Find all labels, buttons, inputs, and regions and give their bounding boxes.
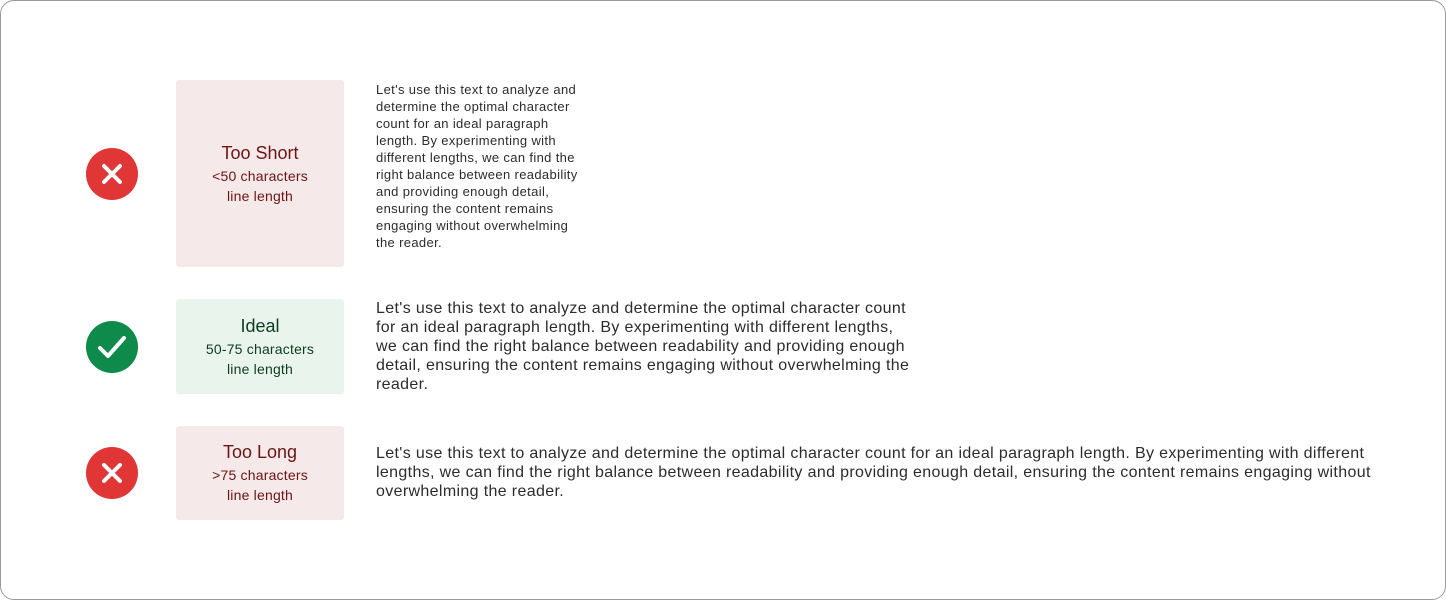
- label-box-too-short: [176, 80, 344, 267]
- label-box-ideal: [176, 299, 344, 394]
- label-subtitle-line1: >75 characters: [212, 467, 308, 483]
- label-title: Too Short: [221, 142, 299, 163]
- x-icon: [86, 148, 138, 200]
- label-subtitle-line1: 50-75 characters: [205, 340, 315, 357]
- example-paragraph-long: Let's use this text to analyze and determine the optimal character count for an ideal paragraph length. By experimenting with different lengths, we can find the right balance between readability and providing enough detail, ensuring the content remains engaging without overwhelming the reader.: [376, 445, 1371, 500]
- label-box-too-long: [176, 426, 344, 520]
- label-subtitle-line2: line length: [226, 187, 294, 204]
- example-paragraph-short: Let's use this text to analyze and determine the optimal character count for an ideal paragraph length. By experimenting with different lengths, we can find the right balance between readability and providing enough detail, ensuring the content remains engaging without overwhelming the reader.: [376, 82, 578, 250]
- x-icon: [86, 447, 138, 499]
- example-paragraph-ideal: Let's use this text to analyze and determine the optimal character count for an ideal paragraph length. By experimenting with different lengths, we can find the right balance between readability and providing enough detail, ensuring the content remains engaging without overwhelming the reader.: [376, 300, 910, 393]
- check-icon: [86, 321, 138, 373]
- label-title: Ideal: [240, 315, 280, 336]
- label-title: Too Long: [222, 442, 298, 462]
- label-subtitle-line2: line length: [226, 360, 294, 377]
- label-subtitle-line2: line length: [226, 487, 294, 503]
- label-subtitle-line1: <50 characters: [212, 167, 308, 184]
